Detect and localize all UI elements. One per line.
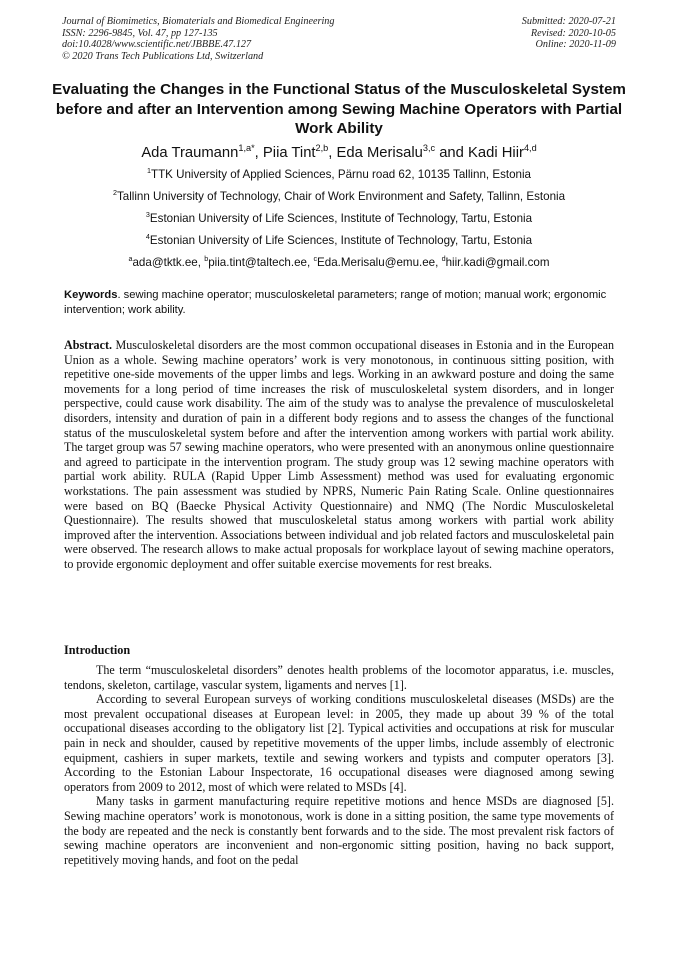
abstract-text: Musculoskeletal disorders are the most common occupational diseases in Estonia and in the European Union as a whole. Sewing machine operators’ work is very monotonous, in continuous sitting position, with repetitive one-side movements of the upper limbs and legs. Working in an awkward posture and doing the same movements for a long period of time increases the risk of musculoskeletal system disorders, and in longer perspective, could cause work disability. The aim of the study was to analyse the prevalence of musculoskeletal disorders, intensity and duration of pain in a different body regions and to assess the changes of the functional status of the musculoskeletal system before and after the intervention among workers with partial work ability. The target group was 57 sewing machine operators, who were presented with an anonymous online questionnaire and agreed to participate in the intervention program. The study group was 12 sewing machine operators with partial work ability. RULA (Rapid Upper Limb Assessment) method was used for evaluating ergonomic workstations. The pain assessment was studied by NPRS, Numeric Pain Rating Scale. Online questionnaires were based on BQ (Baecke Physical Activity Questionnaire) and NMQ (The Nordic Musculoskeletal Questionnaire). The results showed that musculoskeletal status among workers with partial work ability improved after the intervention. Associations between individual and job related factors and musculoskeletal pain were observed. The research allows to make actual proposals for workplace layout of sewing machine operators, to provide ergonomic deployment and offer suitable exercise movements for rest breaks. xyxy=(64,338,614,571)
abstract-label: Abstract. xyxy=(64,338,113,352)
journal-header xyxy=(62,16,334,62)
dates-header xyxy=(522,16,616,51)
abstract xyxy=(64,338,614,572)
issn-line: ISSN: 2296-9845, Vol. 47, pp 127-135 xyxy=(62,27,218,39)
copyright-line: © 2020 Trans Tech Publications Ltd, Switzerland xyxy=(62,50,264,62)
journal-name: Journal of Biomimetics, Biomaterials and Biomedical Engineering xyxy=(62,16,335,27)
submitted-date: Submitted: 2020-07-21 xyxy=(521,16,616,27)
paper-title: Evaluating the Changes in the Functional Status of the Musculoskeletal System before and after an Intervention among Sewing Machine Operators with Partial Work Ability xyxy=(52,81,626,138)
introduction-body xyxy=(64,663,614,867)
paragraph: The term “musculoskeletal disorders” denotes health problems of the locomotor apparatus, i.e. muscles, tendons, skeleton, cartilage, vascular system, ligaments and nerves [1]. xyxy=(64,663,614,692)
author: Kadi Hiir$^{4,d}$ xyxy=(468,143,537,161)
paragraph: Many tasks in garment manufacturing require repetitive motions and hence MSDs are diagnosed [5]. Sewing machine operators’ work is monotonous, work is done in a sitting position, the same type movements of the body are repeated and the neck is constantly bent forwards and to the side. The most prevalent risk factors of sewing machine operators are inconvenient and non-ergonomic sitting position, having no back support, repetitively moving hands, and foot on the pedal xyxy=(64,794,614,867)
paragraph: According to several European surveys of working conditions musculoskeletal diseases (MSDs) are the most prevalent occupational diseases at European level: in 2005, they made up about 39 % of the total occupational diseases according to the obligatory list [2]. Typical activities and occupations at risk for muscular pain in neck and shoulder, caused by repetitive movements of the upper limbs, include assembly of electronic equipment, cashiers in super markets, textile and sewing workers and typists and computer operators [3]. According to the Estonian Labour Inspectorate, 16 occupational diseases were diagnosed among sewing operators from 2009 to 2012, most of which were related to MSDs [4]. xyxy=(64,692,614,794)
author: Eda Merisalu$^{3,c}$ xyxy=(336,143,436,161)
affiliation: $^2$Tallinn University of Technology, Chair of Work Environment and Safety, Tallinn, Estonia xyxy=(112,188,566,203)
keywords xyxy=(64,288,614,317)
affiliation: $^1$TTK University of Applied Sciences, Pärnu road 62, 10135 Tallinn, Estonia xyxy=(146,166,532,181)
doi-line: doi:10.4028/www.scientific.net/JBBBE.47.127 xyxy=(62,39,252,51)
introduction-heading: Introduction xyxy=(64,643,131,657)
author: Ada Traumann$^{1,a*}$ xyxy=(141,143,255,161)
email-list: $^a$ada@tktk.ee, $^b$piia.tint@taltech.ee, $^c$Eda.Merisalu@emu.ee, $^d$hiir.kadi@gmail.com xyxy=(128,254,550,269)
revised-date: Revised: 2020-10-05 xyxy=(530,27,616,39)
online-date: Online: 2020-11-09 xyxy=(535,39,616,51)
affiliation: $^4$Estonian University of Life Sciences, Institute of Technology, Tartu, Estonia xyxy=(145,232,533,247)
affiliation: $^3$Estonian University of Life Sciences, Institute of Technology, Tartu, Estonia xyxy=(145,210,533,225)
author-list: Ada Traumann$^{1,a*}$, Piia Tint$^{2,b}$, Eda Merisalu$^{3,c}$ and Kadi Hiir$^{4,d}$ xyxy=(141,143,537,161)
keywords-label: Keywords xyxy=(64,289,118,301)
author: Piia Tint$^{2,b}$ xyxy=(262,143,329,161)
keywords-text: . sewing machine operator; musculoskeletal parameters; range of motion; manual work; ergonomic intervention; work ability. xyxy=(64,289,607,316)
